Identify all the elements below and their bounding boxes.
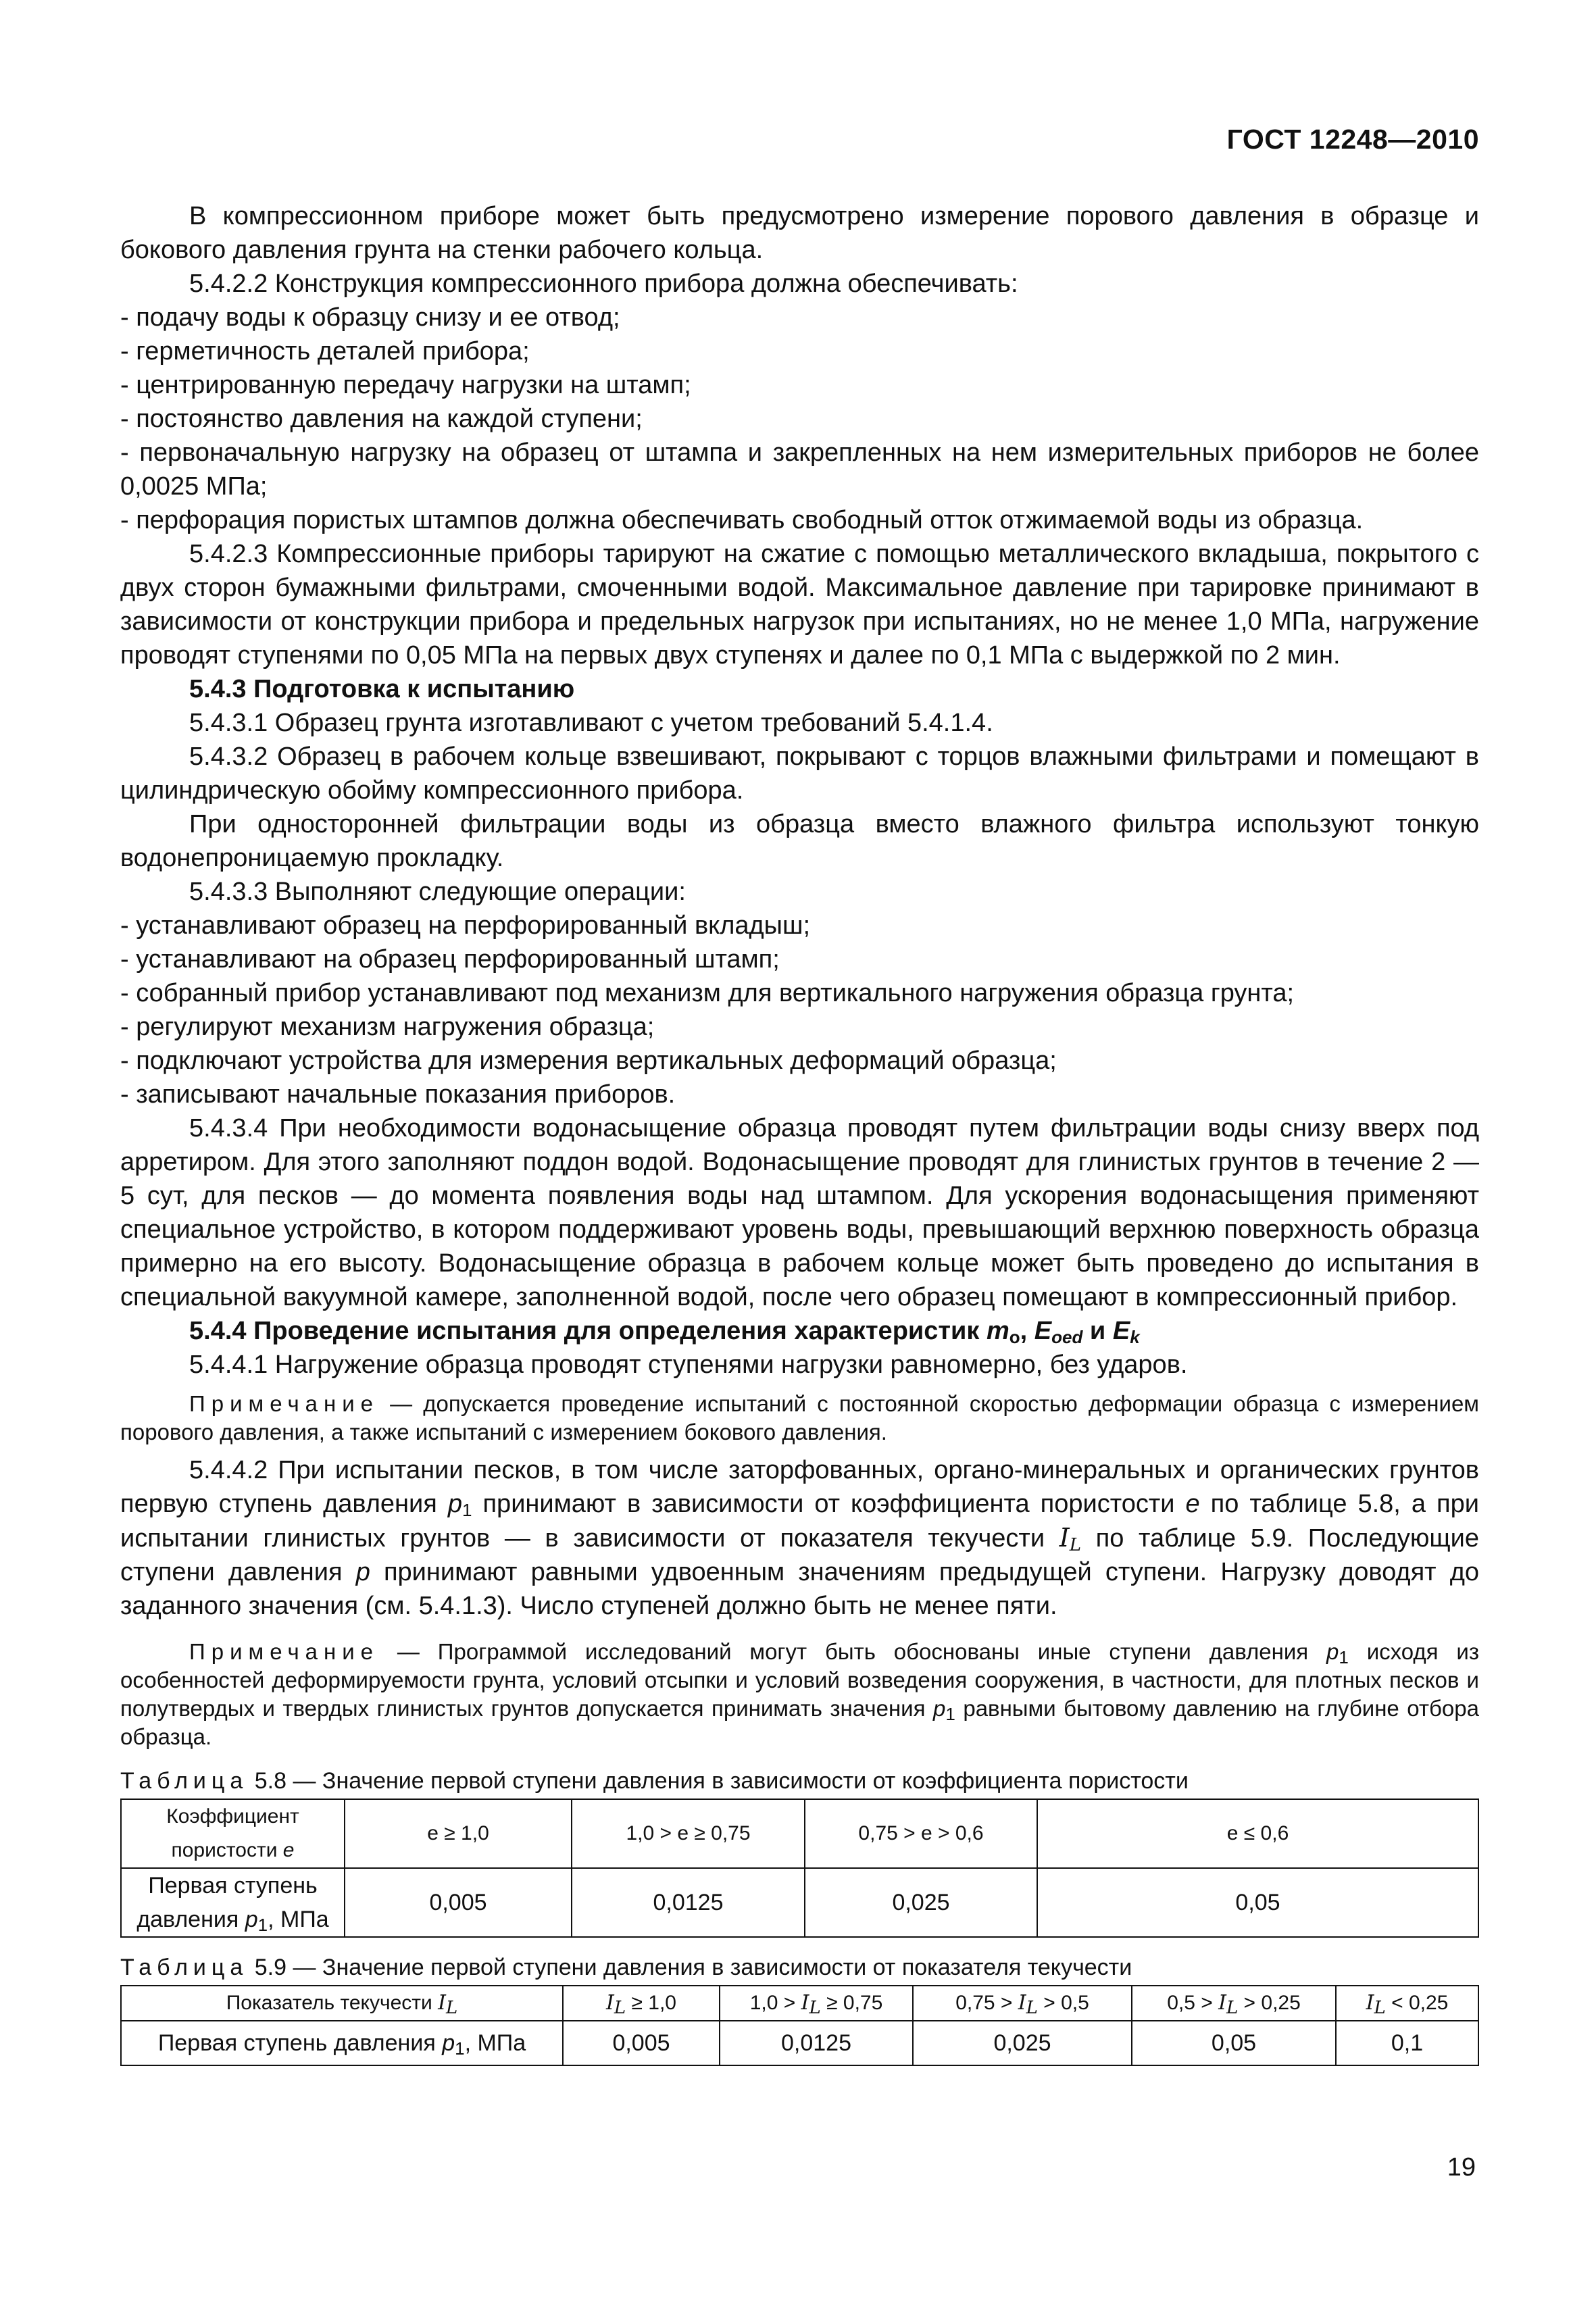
table-row [121,1868,1478,1937]
subscript: k [1130,1327,1140,1347]
list-item: - перфорация пористых штампов должна обеспечивать свободный отток отжимаемой воды из образца. [120,506,1364,534]
header-cell: $1,0 > I_L \ge 0,75$ [720,1986,913,2021]
table-header-row [121,1986,1478,2021]
note [120,1390,1479,1447]
paragraph: 5.4.3.3 Выполняют следующие операции: [189,878,686,906]
header-cell: e ≤ 0,6 [1037,1799,1478,1868]
header-cell: 1,0 > e ≥ 0,75 [572,1799,805,1868]
separator: , [1020,1317,1034,1345]
note-text: — допускается проведение испытаний с постоянной скоростью деформации образца с измерением порового давления, а также испытаний с измерением бокового давления. [120,1391,1479,1444]
header-cell: Коэффициент пористости e [121,1799,345,1868]
note-label: Примечание [189,1639,380,1664]
symbol-ek: E [1112,1317,1130,1345]
header-cell: $0,5 > I_L > 0,25$ [1132,1986,1336,2021]
table-cell: 0,1 [1336,2021,1478,2065]
subscript: oed [1051,1327,1083,1347]
note: Примечание — Программой исследований могут быть обоснованы иные ступени давления $p_1$ исходя из особенностей деформируемости грунта, условий отсыпки и условий возведения сооружения, в частности, для плотных песков и полутвердых и твердых глинистых грунтов допускается принимать значения $p_1$ равными бытовому давлению на глубине отбора образца. [120,1639,1479,1749]
table-caption: Таблица 5.8 — Значение первой ступени давления в зависимости от коэффициента пористости [120,1768,1189,1794]
symbol-e: E [1034,1317,1052,1345]
header-cell: $I_L \ge 1,0$ [563,1986,720,2021]
header-cell: e ≥ 1,0 [345,1799,572,1868]
list-item: - устанавливают на образец перфорированный штамп; [120,945,780,974]
header-cell: $I_L < 0,25$ [1336,1986,1478,2021]
table-5-8 [120,1799,1479,1938]
table-cell: 0,005 [563,2021,720,2065]
standard-header: ГОСТ 12248—2010 [1226,124,1479,155]
table-5-9 [120,1985,1479,2066]
paragraph: 5.4.3.4 При необходимости водонасыщение образца проводят путем фильтрации воды снизу вверх под арретиром. Для этого заполняют поддон водой. Водонасыщение проводят для глинистых грунтов в течение 2 — 5 сут, для песков — до момента появления воды над штампом. Для ускорения водонасыщения применяют специальное устройство, в котором поддерживают уровень воды, превышающий верхнюю поверхность образца примерно на его высоту. Водонасыщение образца в рабочем кольце может быть проведено до испытания в специальной вакуумной камере, заполненной водой, после чего образец помещают в компрессионный прибор. [120,1114,1479,1311]
list-item: - записывают начальные показания приборов. [120,1080,676,1109]
paragraph: 5.4.2.3 Компрессионные приборы тарируют на сжатие с помощью металлического вкладыша, покрытого с двух сторон бумажными фильтрами, смоченными водой. Максимальное давление при тарировке принимают в зависимости от конструкции прибора и предельных нагрузок при испытаниях, но не менее 1,0 МПа, нагружение проводят ступенями по 0,05 МПа на первых двух ступенях и далее по 0,1 МПа с выдержкой по 2 мин. [120,540,1479,670]
list-item: - постоянство давления на каждой ступени; [120,405,643,433]
table-cell: 0,0125 [572,1868,805,1937]
paragraph: 5.4.4.1 Нагружение образца проводят ступенями нагрузки равномерно, без ударов. [189,1351,1188,1379]
row-label: Первая ступень давления $p_1$, МПа [121,1868,345,1937]
paragraph: 5.4.3.1 Образец грунта изготавливают с учетом требований 5.4.1.4. [189,709,993,737]
header-cell: 0,75 > e > 0,6 [805,1799,1037,1868]
table-cell: 0,05 [1037,1868,1478,1937]
table-cell: 0,0125 [720,2021,913,2065]
list-item: - герметичность деталей прибора; [120,337,530,366]
section-heading [120,1314,1479,1348]
list-item: - регулируют механизм нагружения образца; [120,1013,655,1041]
table-cell: 0,05 [1132,2021,1336,2065]
paragraph: 5.4.3.2 Образец в рабочем кольце взвешивают, покрывают с торцов влажными фильтрами и помещают в цилиндрическую обойму компрессионного прибора. [120,743,1479,805]
paragraph: 5.4.4.2 При испытании песков, в том числе заторфованных, органо-минеральных и органических грунтов первую ступень давления $p_1$ принимают в зависимости от коэффициента пористости e по таблице 5.8, а при испытании глинистых грунтов — в зависимости от показателя текучести $I_L$ по таблице 5.9. Последующие ступени давления p принимают равными удвоенным значениям предыдущей ступени. Нагрузку доводят до заданного значения (см. 5.4.1.3). Число ступеней должно быть не менее пяти. [120,1456,1480,1620]
list-item: - собранный прибор устанавливают под механизм для вертикального нагружения образца грунта; [120,979,1295,1007]
list-item: - центрированную передачу нагрузки на штамп; [120,371,691,399]
table-cell: 0,005 [345,1868,572,1937]
section-heading: 5.4.3 Подготовка к испытанию [189,675,575,703]
list-item: - первоначальную нагрузку на образец от штампа и закрепленных на нем измерительных приборов не более 0,0025 МПа; [120,438,1479,501]
paragraph: При односторонней фильтрации воды из образца вместо влажного фильтра используют тонкую водонепроницаемую прокладку. [120,810,1479,872]
table-caption: Таблица 5.9 — Значение первой ступени давления в зависимости от показателя текучести [120,1955,1132,1980]
row-label: Первая ступень давления $p_1$, МПа [121,2021,563,2065]
paragraph: В компрессионном приборе может быть предусмотрено измерение порового давления в образце и бокового давления грунта на стенки рабочего кольца. [120,202,1479,264]
table-header-row [121,1799,1478,1868]
header-cell: Показатель текучести $I_L$ [121,1986,563,2021]
subscript: o [1009,1327,1020,1347]
header-cell: $0,75 > I_L > 0,5$ [913,1986,1132,2021]
heading-text: 5.4.4 Проведение испытания для определения характеристик [189,1317,987,1345]
list-item: - устанавливают образец на перфорированный вкладыш; [120,911,811,940]
table-cell: 0,025 [913,2021,1132,2065]
list-item: - подачу воды к образцу снизу и ее отвод; [120,303,620,332]
page-number: 19 [1447,2153,1476,2182]
list-item: - подключают устройства для измерения вертикальных деформаций образца; [120,1047,1057,1075]
separator: и [1082,1317,1113,1345]
document-body [120,199,1479,2066]
table-row [121,2021,1478,2065]
table-cell: 0,025 [805,1868,1037,1937]
symbol-m: m [986,1317,1009,1345]
note-label: Примечание [189,1391,380,1416]
paragraph: 5.4.2.2 Конструкция компрессионного прибора должна обеспечивать: [189,270,1018,298]
